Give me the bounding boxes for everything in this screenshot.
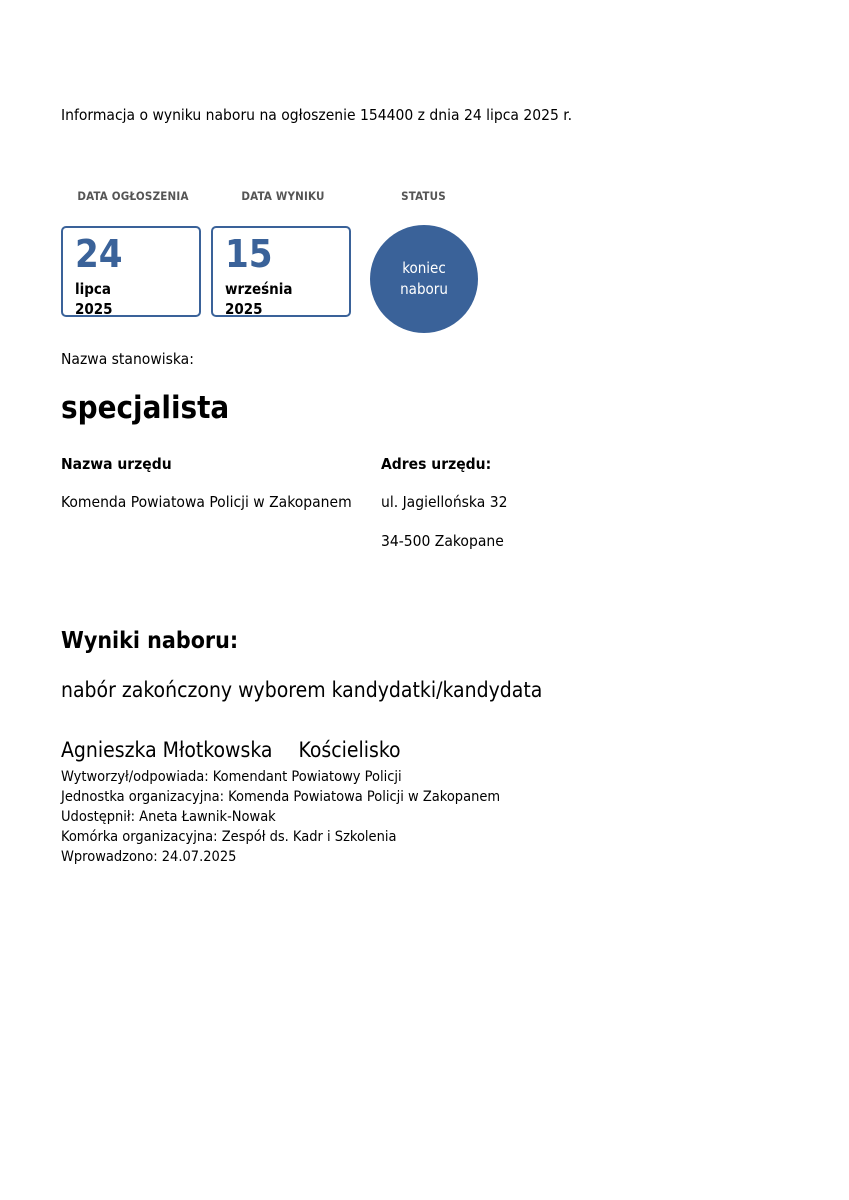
status-text-line1: koniec bbox=[402, 259, 446, 277]
meta-shared-by: Udostępnił: Aneta Ławnik-Nowak bbox=[61, 809, 276, 825]
status-text-line2: naboru bbox=[400, 280, 448, 298]
announcement-day: 24 bbox=[75, 232, 123, 276]
office-address-street: ul. Jagiellońska 32 bbox=[381, 493, 508, 511]
office-address-city: 34-500 Zakopane bbox=[381, 532, 504, 550]
status-badge bbox=[370, 225, 478, 333]
position-name: specjalista bbox=[61, 390, 230, 426]
document-metadata bbox=[61, 767, 500, 867]
result-day: 15 bbox=[225, 232, 273, 276]
announcement-intro: Informacja o wyniku naboru na ogłoszenie 154400 z dnia 24 lipca 2025 r. bbox=[61, 106, 573, 124]
office-name: Komenda Powiatowa Policji w Zakopanem bbox=[61, 493, 352, 511]
status-label: STATUS bbox=[401, 189, 446, 203]
results-title: Wyniki naboru: bbox=[61, 628, 239, 654]
result-date-box bbox=[211, 226, 351, 317]
announcement-month: lipca bbox=[75, 280, 112, 298]
office-address-label: Adres urzędu: bbox=[381, 455, 492, 473]
office-name-label: Nazwa urzędu bbox=[61, 455, 172, 473]
result-year: 2025 bbox=[225, 300, 263, 318]
meta-created-by: Wytworzył/odpowiada: Komendant Powiatowy Policji bbox=[61, 769, 402, 785]
selected-candidate bbox=[61, 738, 401, 762]
meta-department: Komórka organizacyjna: Zespół ds. Kadr i Szkolenia bbox=[61, 829, 397, 845]
result-month: września bbox=[225, 280, 293, 298]
candidate-name: Agnieszka Młotkowska bbox=[61, 738, 273, 762]
announcement-year: 2025 bbox=[75, 300, 113, 318]
results-text: nabór zakończony wyborem kandydatki/kandydata bbox=[61, 678, 543, 702]
result-date-label: DATA WYNIKU bbox=[241, 189, 325, 203]
meta-unit: Jednostka organizacyjna: Komenda Powiatowa Policji w Zakopanem bbox=[61, 789, 501, 805]
meta-entered: Wprowadzono: 24.07.2025 bbox=[61, 849, 237, 865]
candidate-place: Kościelisko bbox=[298, 738, 401, 762]
announcement-date-box bbox=[61, 226, 201, 317]
announcement-date-label: DATA OGŁOSZENIA bbox=[77, 189, 189, 203]
position-label: Nazwa stanowiska: bbox=[61, 350, 194, 368]
